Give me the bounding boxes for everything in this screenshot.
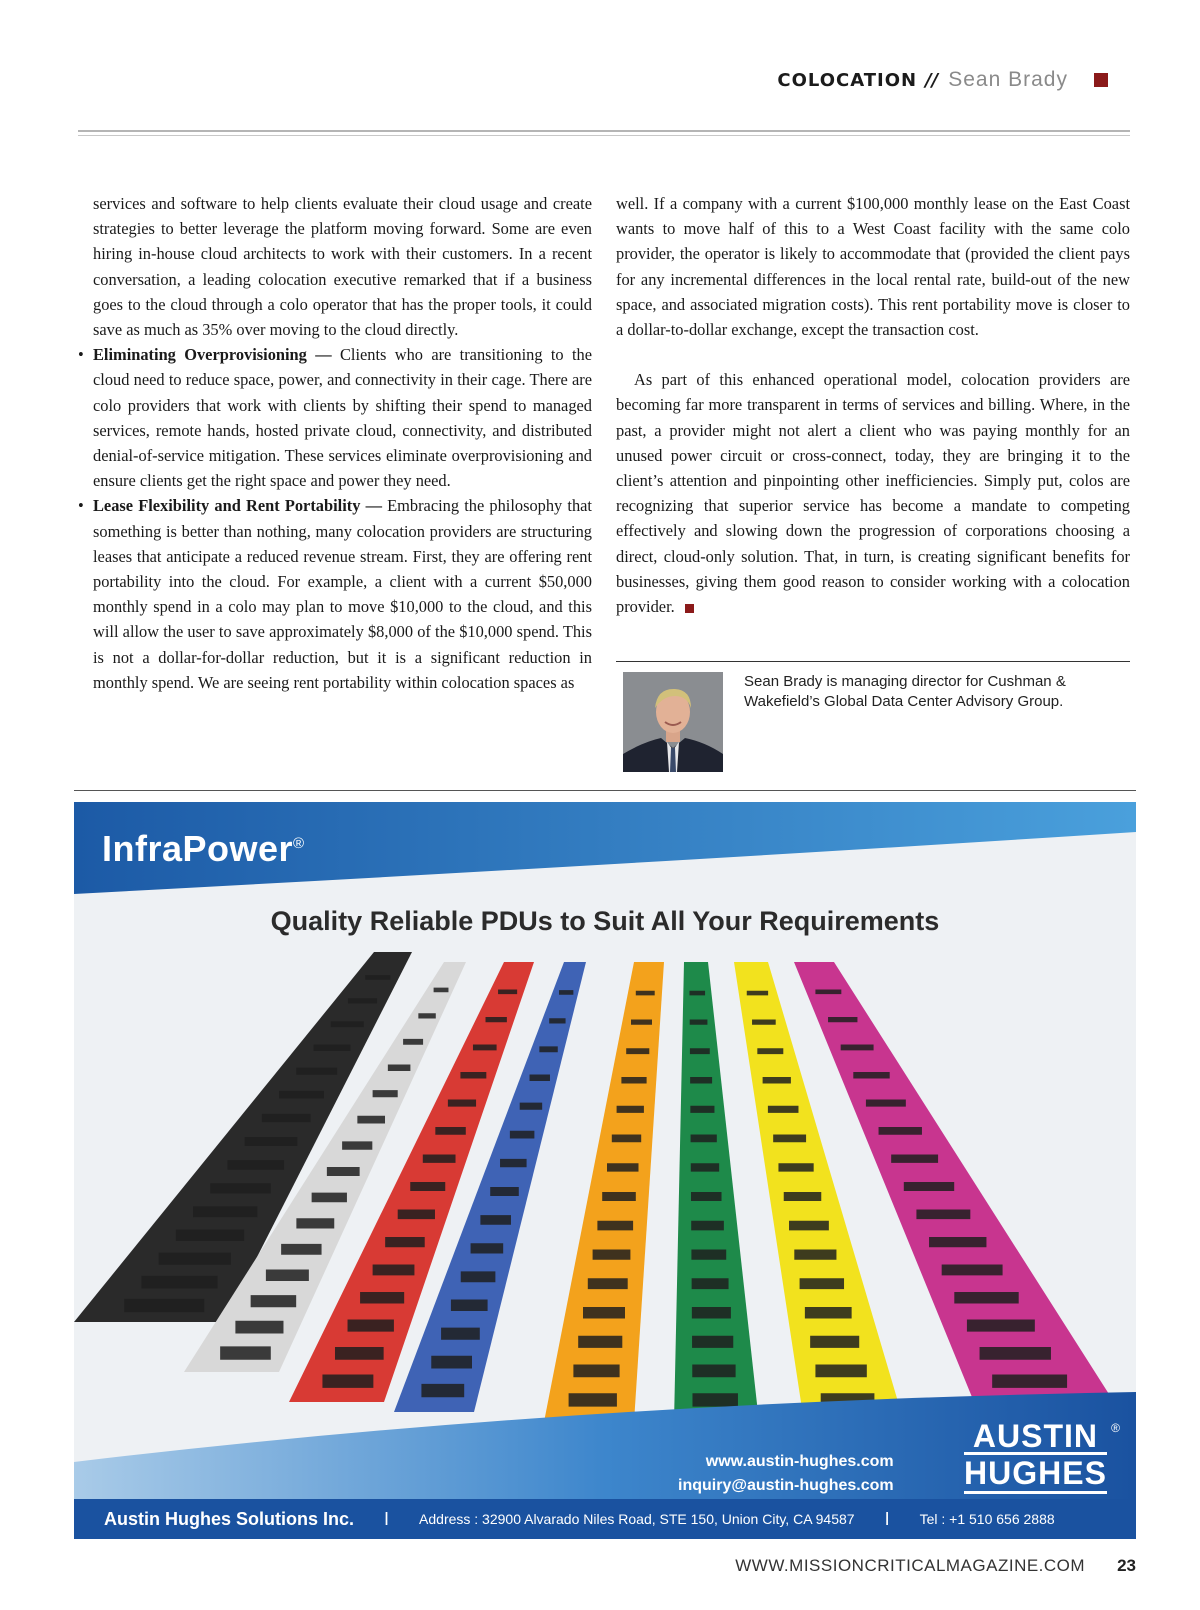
left-column: [78, 191, 592, 695]
ad-footer-bar: [74, 1499, 1136, 1539]
pdu-socket: [866, 1100, 906, 1107]
pdu-socket: [373, 1265, 415, 1276]
pdu-socket: [942, 1265, 1003, 1276]
ad-telephone: Tel : +1 510 656 2888: [919, 1511, 1055, 1527]
pdu-socket: [530, 1075, 550, 1082]
pdu-socket: [602, 1192, 636, 1201]
header-separator: //: [925, 69, 939, 91]
pdu-socket: [891, 1155, 938, 1163]
bullet-icon: •: [78, 496, 84, 516]
pdu-socket: [763, 1077, 791, 1084]
pdu-socket: [784, 1192, 822, 1201]
ad-contact: [678, 1450, 894, 1498]
pdu-socket: [388, 1065, 411, 1072]
pdu-socket: [486, 1017, 507, 1022]
pdu-socket: [621, 1077, 646, 1084]
pdu-socket: [461, 1271, 496, 1282]
pdu-socket: [593, 1250, 631, 1260]
right-closing-paragraph: [616, 367, 1130, 619]
austin-hughes-logo: AUSTIN HUGHES ®: [964, 1420, 1107, 1494]
header-rule-thin: [78, 135, 1130, 136]
pdu-socket: [159, 1253, 231, 1265]
pdu-socket: [141, 1276, 217, 1289]
infrapower-logo: InfraPower®: [102, 828, 305, 869]
pdu-socket: [853, 1072, 889, 1079]
pdu-socket: [460, 1072, 486, 1079]
pdu-socket: [262, 1114, 311, 1122]
pdu-socket: [473, 1045, 497, 1051]
bullet-title: Lease Flexibility and Rent Portability —: [93, 496, 382, 516]
pdu-socket: [423, 1155, 456, 1163]
section-label: COLOCATION: [777, 69, 918, 91]
pdu-socket: [360, 1292, 404, 1304]
pdu-socket: [757, 1048, 783, 1054]
pdu-socket: [441, 1328, 480, 1340]
pdu-socket: [357, 1116, 385, 1124]
pdu-socket: [904, 1182, 954, 1191]
pdu-socket: [588, 1278, 628, 1289]
pdu-socket: [498, 990, 517, 995]
header-square-icon: [1094, 73, 1108, 87]
pdu-socket: [227, 1160, 284, 1170]
pdu-socket: [690, 1020, 708, 1025]
bullet-text: Clients who are transitioning to the cloud need to reduce space, power, and connectivity in their cage. There are colo providers that work with clients by shifting their spend to managed services, remote hands, hosted private cloud, connectivity, and distributed denial-of-service mitigation. These services eliminate overprovisioning and ensure clients get the right space and power they need.: [93, 345, 592, 491]
pdu-socket: [879, 1127, 922, 1135]
pdu-socket: [559, 990, 573, 995]
pdu-socket: [689, 991, 705, 996]
right-column: [616, 191, 1130, 619]
author-photo: [623, 672, 723, 772]
pdu-socket: [768, 1106, 799, 1113]
pdu-socket: [967, 1320, 1035, 1332]
pdu-socket: [176, 1230, 244, 1242]
pdu-socket: [312, 1193, 347, 1203]
pdu-socket: [692, 1307, 731, 1319]
pdu-socket: [980, 1347, 1051, 1360]
ad-separator: I: [884, 1508, 890, 1529]
pdu-socket: [810, 1336, 859, 1348]
ad-website-link[interactable]: www.austin-hughes.com: [705, 1453, 894, 1470]
pdu-socket: [626, 1048, 649, 1054]
pdu-socket: [471, 1243, 504, 1253]
pdu-socket: [520, 1103, 542, 1110]
pdu-socket: [691, 1192, 722, 1201]
pdu-socket: [220, 1346, 271, 1359]
pdu-socket: [828, 1017, 857, 1022]
pdu-socket: [539, 1046, 557, 1052]
bullet-text: Embracing the philosophy that something is better than nothing, many colocation providers are structuring leases that anticipate a reduced revenue stream. First, they are offering rent portability into the cloud. For example, a client with a current $50,000 monthly spend in a colo may plan to move $10,000 to the cloud, and this will allow the user to save approximately $8,000 of the $10,000 spend. This is not a dollar-for-dollar reduction, but it is a significant reduction in monthly spend. We are seeing rent portability within colocation spaces as: [93, 496, 592, 692]
pdu-socket: [342, 1141, 372, 1149]
pdu-socket: [335, 1347, 384, 1360]
pdu-socket: [348, 1320, 394, 1332]
ad-separator: I: [384, 1508, 390, 1529]
pdu-socket: [692, 1336, 733, 1348]
pdu-socket: [193, 1206, 257, 1217]
pdu-socket: [794, 1250, 836, 1260]
pdu-socket: [266, 1270, 309, 1282]
bio-rule: [616, 661, 1130, 662]
pdu-socket: [365, 975, 390, 980]
pdu-socket: [612, 1135, 641, 1143]
pdu-socket: [434, 988, 449, 993]
pdu-socket: [124, 1299, 204, 1312]
end-mark-icon: [685, 604, 694, 613]
header-author: Sean Brady: [948, 68, 1068, 91]
pdu-socket: [251, 1295, 297, 1307]
bullet-title: Eliminating Overprovisioning —: [93, 345, 332, 365]
page-footer: [735, 1556, 1136, 1576]
pdu-socket: [691, 1250, 726, 1260]
pdu-socket: [331, 1021, 364, 1027]
pdu-socket: [435, 1127, 465, 1135]
pdu-socket: [348, 998, 377, 1003]
pdu-socket: [279, 1091, 324, 1099]
pdu-illustration: [74, 952, 1136, 1422]
pdu-socket: [752, 1020, 776, 1025]
left-intro-paragraph: services and software to help clients evaluate their cloud usage and create strategies to better leverage the platform moving forward. Some are even hiring in-house cloud architects to work with their customers. In a recent conversation, a leading colocation executive remarked that if a business goes to the cloud through a colo operator that has the proper tools, it could save as much as 35% over moving to the cloud directly.: [93, 194, 592, 340]
pdu-socket: [929, 1237, 986, 1247]
pdu-socket: [636, 991, 655, 996]
pdu-socket: [805, 1307, 852, 1319]
pdu-socket: [490, 1187, 519, 1196]
pdu-socket: [691, 1163, 719, 1171]
pdu-socket: [690, 1077, 712, 1084]
pdu-socket: [690, 1048, 710, 1054]
pdu-socket: [385, 1237, 425, 1247]
pdu-socket: [578, 1336, 622, 1348]
pdu-socket: [373, 1090, 398, 1097]
pdu-socket: [245, 1137, 298, 1146]
pdu-socket: [451, 1300, 488, 1312]
page-number: 23: [1117, 1556, 1136, 1575]
pdu-socket: [500, 1159, 527, 1167]
pdu-socket: [690, 1106, 714, 1113]
pdu-socket: [210, 1183, 270, 1193]
pdu-socket: [692, 1278, 729, 1289]
pdu-socket: [778, 1163, 813, 1171]
pdu-socket: [815, 990, 841, 995]
pdu-socket: [597, 1221, 633, 1231]
pdu-socket: [841, 1045, 874, 1051]
pdu-socket: [747, 991, 768, 996]
ad-email-link[interactable]: inquiry@austin-hughes.com: [678, 1477, 894, 1494]
pdu-socket: [418, 1013, 435, 1018]
pdu-socket: [691, 1135, 717, 1143]
bullet-icon: •: [78, 345, 84, 365]
right-continuation-paragraph: well. If a company with a current $100,000 monthly lease on the East Coast wants to move half of this to a West Coast facility with the same colo provider, the operator is likely to accommodate that (provided the client pays for any incremental differences in the local rental rate, build-out of the new space, and associated migration costs). This rent portability move is closer to a dollar-to-dollar exchange, except the transaction cost.: [616, 194, 1130, 340]
pdu-socket: [617, 1106, 644, 1113]
ad-top-rule: [74, 790, 1136, 791]
pdu-socket: [448, 1100, 476, 1107]
ad-headline: Quality Reliable PDUs to Suit All Your Requirements: [270, 906, 940, 936]
pdu-socket: [314, 1045, 351, 1052]
pdu-socket: [327, 1167, 360, 1176]
pdu-socket: [789, 1221, 829, 1231]
pdu-socket: [549, 1018, 565, 1023]
pdu-socket: [800, 1278, 844, 1289]
pdu-socket: [773, 1135, 806, 1143]
running-header: [777, 68, 1108, 92]
pdu-socket: [410, 1182, 445, 1191]
pdu-socket: [583, 1307, 625, 1319]
ad-company-name: Austin Hughes Solutions Inc.: [104, 1508, 355, 1529]
pdu-socket: [607, 1163, 639, 1171]
pdu-socket: [631, 1020, 652, 1025]
header-rule: [78, 130, 1130, 132]
pdu-socket: [954, 1292, 1018, 1304]
author-bio: Sean Brady is managing director for Cushman & Wakefield’s Global Data Center Advisory Group.: [744, 673, 1066, 710]
pdu-socket: [235, 1321, 283, 1334]
pdu-socket: [398, 1210, 435, 1220]
bullet-lease-flexibility: [78, 493, 592, 695]
closing-text: As part of this enhanced operational model, colocation providers are becoming far more transparent in terms of services and billing. Where, in the past, a provider might not alert a client who was paying monthly for an unused power circuit or cross-connect, today, they are bringing it to the client’s attention and pinpointing other inefficiencies. Simply put, colos are recognizing that superior service has become a mandate to competing effectively and slowing down the progression of corporations choosing a direct, cloud-only solution. That, in turn, is creating significant benefits for businesses, giving them good reason to consider working with a colocation provider.: [616, 370, 1130, 617]
pdu-socket: [691, 1221, 724, 1231]
magazine-url[interactable]: WWW.MISSIONCRITICALMAGAZINE.COM: [735, 1556, 1086, 1575]
pdu-socket: [510, 1131, 535, 1139]
pdu-socket: [480, 1215, 511, 1225]
pdu-socket: [916, 1210, 970, 1220]
pdu-socket: [281, 1244, 321, 1255]
ad-address: Address : 32900 Alvarado Niles Road, STE 150, Union City, CA 94587: [419, 1511, 855, 1527]
pdu-socket: [296, 1218, 334, 1228]
pdu-socket: [296, 1068, 337, 1075]
infrapower-advertisement[interactable]: [74, 802, 1136, 1539]
bullet-overprovisioning: [78, 342, 592, 493]
pdu-socket: [403, 1039, 423, 1045]
